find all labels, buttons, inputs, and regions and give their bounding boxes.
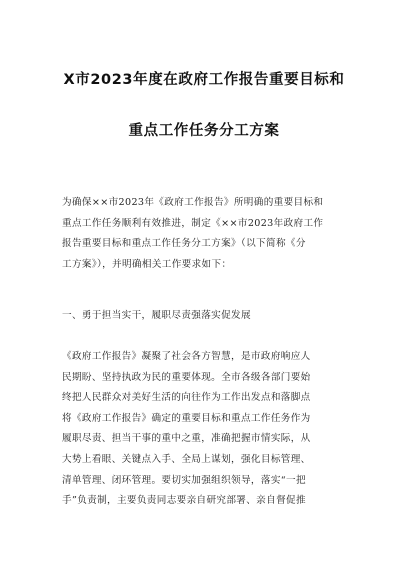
section-1-paragraph (62, 347, 352, 512)
paragraph-line: 重点工作任务顺利有效推进，制定《××市2023年政府工作 (62, 217, 324, 229)
intro-paragraph (62, 193, 352, 275)
paragraph-line: 《政府工作报告》凝聚了社会各方智慧，是市政府响应人 (62, 351, 311, 362)
paragraph-line: 清单管理、闭环管理。要切实加强组织领导，落实“一把 (62, 474, 306, 486)
document-title-line-2: 重点工作任务分工方案 (128, 123, 280, 139)
paragraph-line: 为确保××市2023年《政府工作报告》所明确的重要目标和 (62, 197, 324, 208)
paragraph-line: 手”负责制，主要负责同志要亲自研究部署、亲自督促推 (62, 495, 306, 507)
section-heading: 一、勇于担当实干，履职尽责强落实促发展 (62, 310, 251, 321)
paragraph-line: 将《政府工作报告》确定的重要目标和重点工作任务作为 (62, 412, 311, 424)
paragraph-line: 报告重要目标和重点工作任务分工方案》（以下简称《分 (62, 238, 306, 250)
paragraph-line: 终把人民群众对美好生活的向往作为工作出发点和落脚点 (62, 392, 311, 404)
paragraph-line: 履职尽责、担当干事的重中之重，准确把握市情实际，从 (62, 433, 311, 445)
document-title-line-1: X市2023年度在政府工作报告重要目标和 (63, 72, 345, 88)
paragraph-line: 民期盼、坚持执政为民的重要体现。全市各级各部门要始 (62, 371, 311, 383)
paragraph-line: 工方案》），并明确相关工作要求如下： (62, 258, 232, 270)
paragraph-line: 大势上看眼、关键点入手、全局上谋划，强化目标管理、 (62, 453, 311, 465)
